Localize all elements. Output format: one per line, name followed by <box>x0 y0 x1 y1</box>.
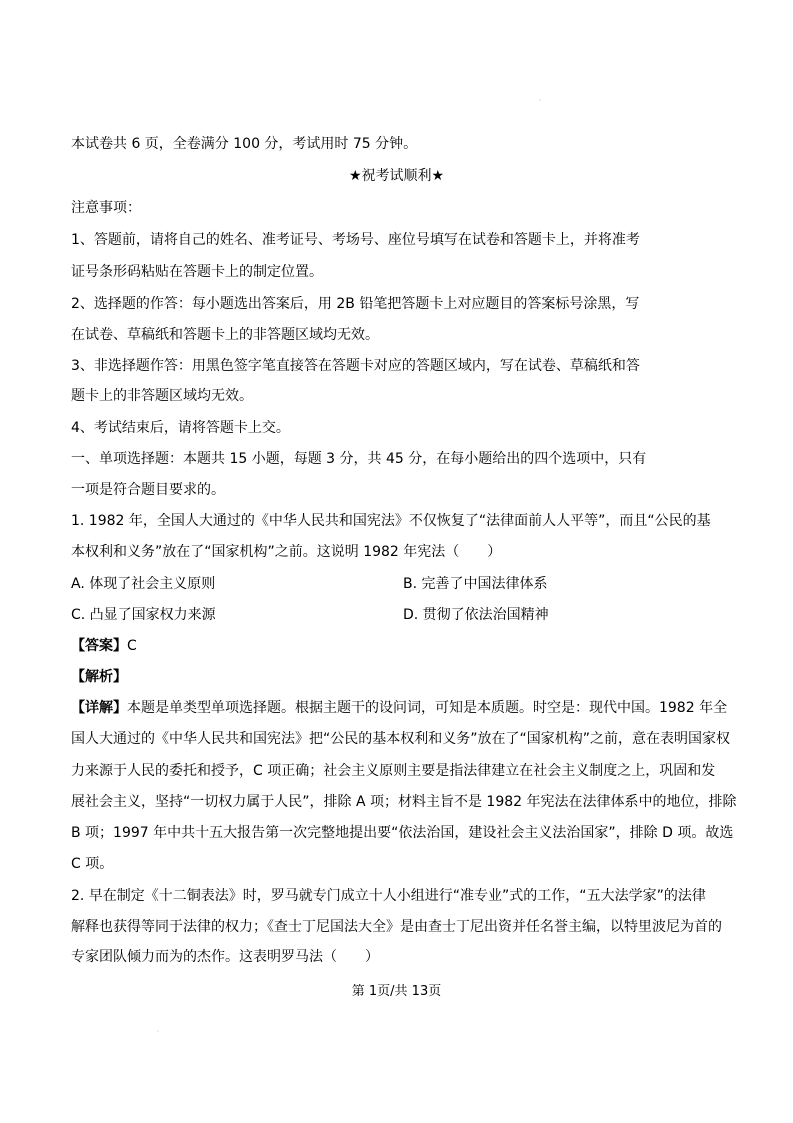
page-number: 第 1页/共 13页 <box>351 984 442 999</box>
note-line: 3、非选择题作答：用黑色签字笔直接答在答题卡对应的答题区域内，写在试卷、草稿纸和答 <box>71 358 640 374</box>
scan-speck <box>157 1030 159 1032</box>
option-b: B. 完善了中国法律体系 <box>403 576 548 592</box>
question-2-stem: 解释也获得等同于法律的权力；《查士丁尼国法大全》是由查士丁尼出资并任名誉主编，以特里波尼为首的 <box>71 919 722 935</box>
scan-speck <box>539 99 541 101</box>
section-heading: 一、单项选择题：本题共 15 小题，每题 3 分，共 45 分，在每小题给出的四个选项中，只有 <box>71 451 647 467</box>
exam-intro: 本试卷共 6 页，全卷满分 100 分，考试用时 75 分钟。 <box>71 136 418 152</box>
note-line: 题卡上的非答题区域均无效。 <box>71 388 253 404</box>
note-line: 4、考试结束后，请将答题卡上交。 <box>71 420 290 436</box>
good-luck-banner: ★祝考试顺利★ <box>348 168 445 184</box>
analysis-tag: 【解析】 <box>71 669 127 685</box>
detail-text: B 项；1997 年中共十五大报告第一次完整地提出要“依法治国，建设社会主义法治国家”，排除 D 项。故选 <box>71 825 734 841</box>
detail-text: 本题是单类型单项选择题。根据主题干的设问词，可知是本质题。时空是：现代中国。1982 年全 <box>127 700 728 716</box>
notes-title: 注意事项： <box>71 200 141 216</box>
note-line: 2、选择题的作答：每小题选出答案后，用 2B 铅笔把答题卡上对应题目的答案标号涂黑，写 <box>71 296 640 312</box>
detail-text: 国人大通过的《中华人民共和国宪法》把“公民的基本权利和义务”放在了“国家机构”之前，意在表明国家权 <box>71 731 731 747</box>
note-line: 1、答题前，请将自己的姓名、准考证号、考场号、座位号填写在试卷和答题卡上，并将准考 <box>71 232 640 248</box>
option-d: D. 贯彻了依法治国精神 <box>403 607 549 623</box>
detail-row <box>71 698 727 718</box>
detail-text: C 项。 <box>71 856 114 872</box>
answer-row <box>71 636 137 656</box>
answer-value: C <box>127 638 137 654</box>
detail-text: 力来源于人民的委托和授予，C 项正确；社会主义原则主要是指法律建立在社会主义制度之上，巩固和发 <box>71 763 716 779</box>
question-2-stem: 2. 早在制定《十二铜表法》时，罗马就专门成立十人小组进行“准专业”式的工作，“五大法学家”的法律 <box>71 888 706 904</box>
detail-text: 展社会主义，坚持“一切权力属于人民”，排除 A 项；材料主旨不是 1982 年宪法在法律体系中的地位，排除 <box>71 794 737 810</box>
section-heading: 一项是符合题目要求的。 <box>71 482 225 498</box>
option-c: C. 凸显了国家权力来源 <box>71 607 216 623</box>
question-1-stem: 1. 1982 年，全国人大通过的《中华人民共和国宪法》不仅恢复了“法律面前人人平等”，而且“公民的基 <box>71 513 711 529</box>
detail-tag: 【详解】 <box>71 700 127 716</box>
question-1-stem: 本权利和义务”放在了“国家机构”之前。这说明 1982 年宪法（ ） <box>71 544 502 560</box>
question-2-stem: 专家团队倾力而为的杰作。这表明罗马法（ ） <box>71 949 379 965</box>
option-a: A. 体现了社会主义原则 <box>71 576 216 592</box>
note-line: 证号条形码粘贴在答题卡上的制定位置。 <box>71 264 323 280</box>
note-line: 在试卷、草稿纸和答题卡上的非答题区域均无效。 <box>71 327 379 343</box>
answer-tag: 【答案】 <box>71 638 127 654</box>
